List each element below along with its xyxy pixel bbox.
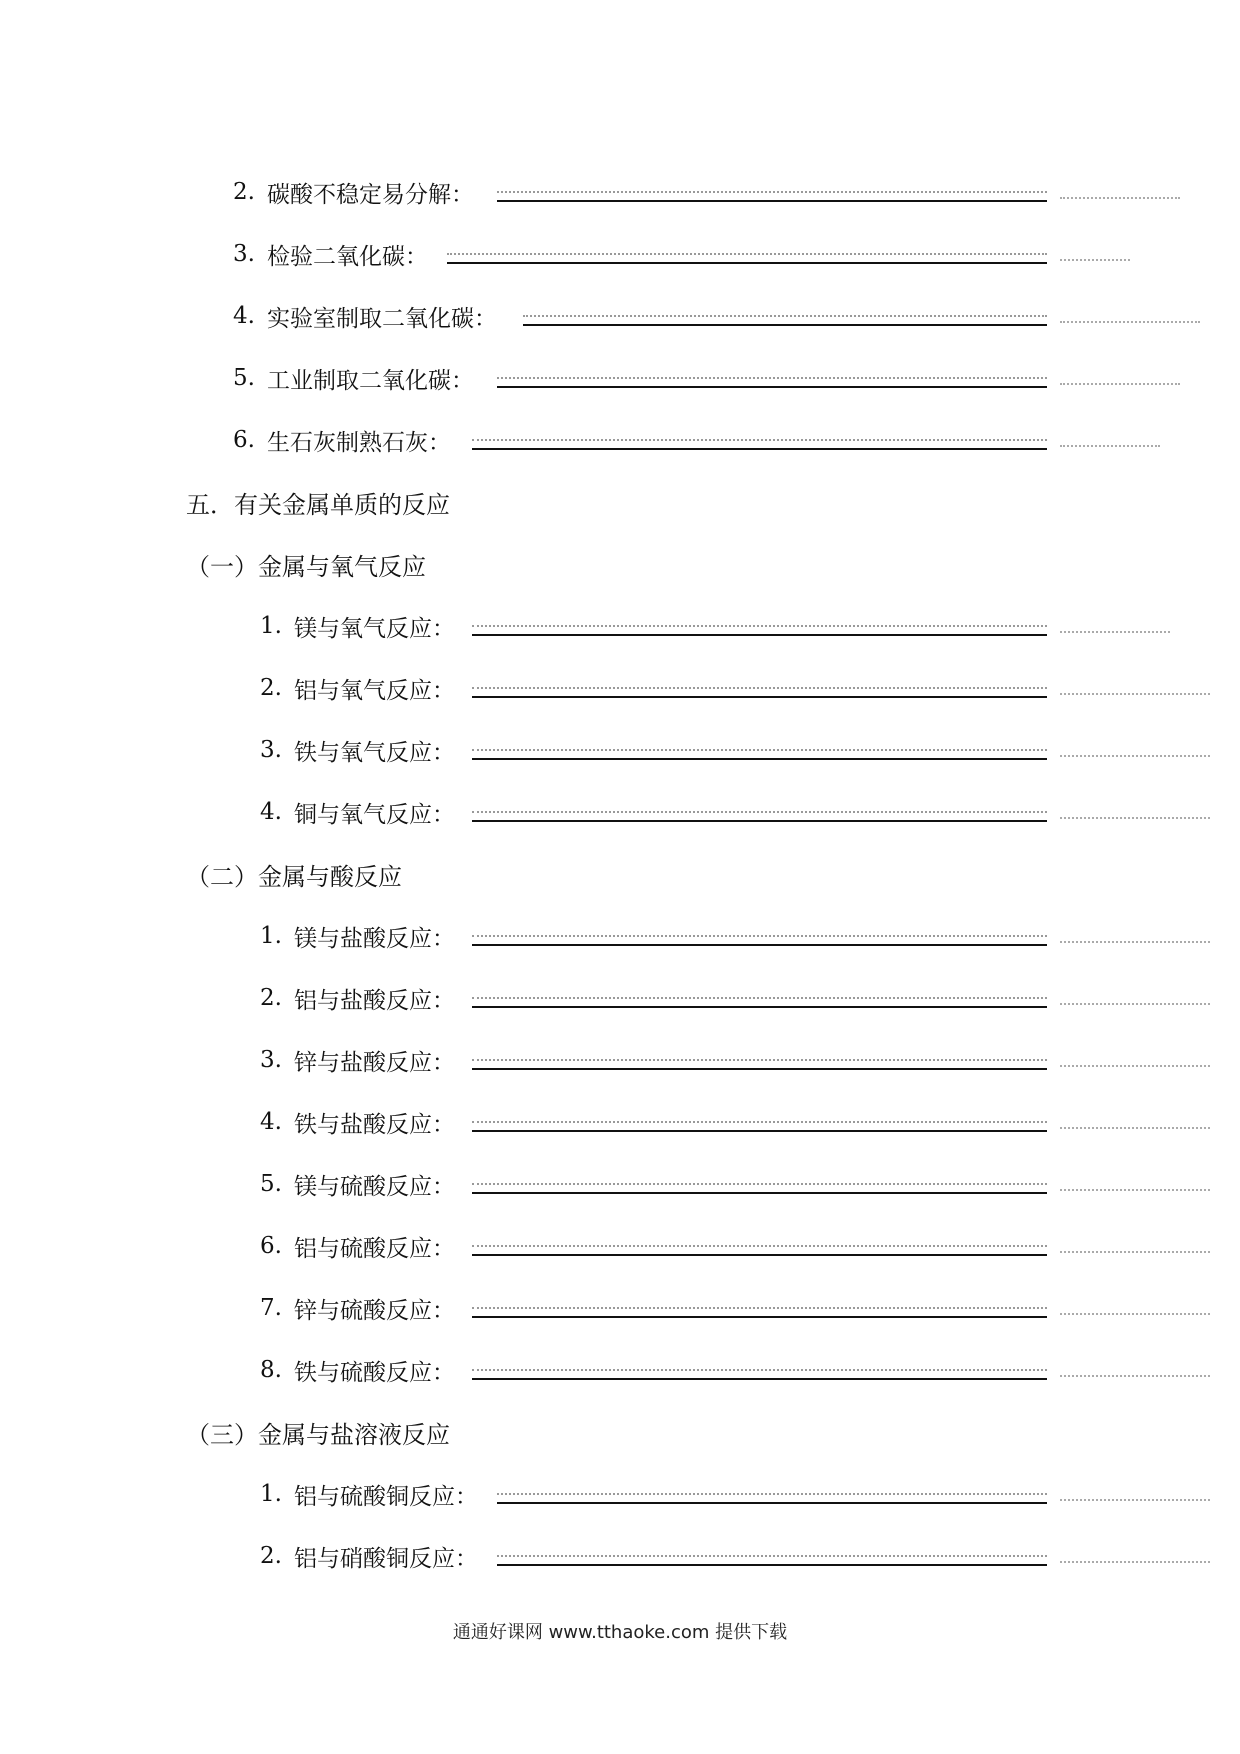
question-text: 铁与氧气反应： <box>293 739 455 766</box>
question-number: 6. <box>233 427 255 453</box>
question-line <box>260 978 455 1018</box>
question-line <box>260 792 455 832</box>
answer-blank[interactable] <box>497 1502 1047 1504</box>
question-text: 铁与硫酸反应： <box>293 1359 455 1386</box>
dotted-guide <box>1060 1499 1210 1501</box>
answer-blank[interactable] <box>472 1254 1047 1256</box>
dotted-guide <box>1060 1065 1210 1067</box>
question-line <box>233 172 474 212</box>
question-text: 实验室制取二氧化碳： <box>266 305 497 332</box>
dotted-guide <box>1060 1251 1210 1253</box>
question-line <box>260 916 455 956</box>
question-number: 8. <box>260 1357 282 1383</box>
section-title: 五．有关金属单质的反应 <box>186 490 450 519</box>
answer-blank[interactable] <box>472 1068 1047 1070</box>
question-number: 5. <box>233 365 255 391</box>
answer-blank[interactable] <box>447 262 1047 264</box>
question-text: 生石灰制熟石灰： <box>266 429 451 456</box>
answer-blank[interactable] <box>472 944 1047 946</box>
question-line <box>233 234 428 274</box>
answer-blank[interactable] <box>472 1130 1047 1132</box>
question-number: 5. <box>260 1171 282 1197</box>
question-text: 锌与硫酸反应： <box>293 1297 455 1324</box>
question-line <box>260 1164 455 1204</box>
answer-blank[interactable] <box>497 200 1047 202</box>
question-text: 铝与硫酸反应： <box>293 1235 455 1262</box>
question-number: 2. <box>260 985 282 1011</box>
dotted-guide <box>1060 1561 1210 1563</box>
dotted-guide <box>1060 445 1160 447</box>
dotted-guide <box>1060 1313 1210 1315</box>
question-text: 铝与硫酸铜反应： <box>293 1483 478 1510</box>
question-line <box>233 420 451 460</box>
question-number: 2. <box>260 675 282 701</box>
question-text: 铁与盐酸反应： <box>293 1111 455 1138</box>
question-line <box>260 1474 478 1514</box>
question-text: 铝与硝酸铜反应： <box>293 1545 478 1572</box>
question-line <box>260 1536 478 1576</box>
dotted-guide <box>1060 1003 1210 1005</box>
question-number: 1. <box>260 1481 282 1507</box>
answer-blank[interactable] <box>472 1316 1047 1318</box>
question-number: 7. <box>260 1295 282 1321</box>
answer-blank[interactable] <box>472 696 1047 698</box>
question-text: 碳酸不稳定易分解： <box>266 181 474 208</box>
question-text: 工业制取二氧化碳： <box>266 367 474 394</box>
question-text: 铜与氧气反应： <box>293 801 455 828</box>
question-text: 锌与盐酸反应： <box>293 1049 455 1076</box>
question-number: 3. <box>260 737 282 763</box>
answer-blank[interactable] <box>472 634 1047 636</box>
answer-blank[interactable] <box>472 448 1047 450</box>
question-line <box>260 1040 455 1080</box>
subsection-title: （三）金属与盐溶液反应 <box>186 1420 450 1449</box>
question-number: 1. <box>260 923 282 949</box>
dotted-guide <box>1060 941 1210 943</box>
question-text: 铝与盐酸反应： <box>293 987 455 1014</box>
answer-blank[interactable] <box>472 1192 1047 1194</box>
footer-credit: 通通好课网 www.tthaoke.com 提供下载 <box>452 1622 788 1643</box>
subsection-heading <box>186 854 402 894</box>
dotted-guide <box>1060 383 1180 385</box>
dotted-guide <box>1060 817 1210 819</box>
answer-blank[interactable] <box>472 1006 1047 1008</box>
question-line <box>260 668 455 708</box>
subsection-title: （二）金属与酸反应 <box>186 862 402 891</box>
dotted-guide <box>1060 259 1130 261</box>
question-number: 4. <box>260 799 282 825</box>
dotted-guide <box>1060 321 1200 323</box>
question-line <box>233 296 497 336</box>
question-line <box>260 1288 455 1328</box>
dotted-guide <box>1060 197 1180 199</box>
question-line <box>260 1102 455 1142</box>
dotted-guide <box>1060 1189 1210 1191</box>
question-line <box>260 1350 455 1390</box>
question-line <box>260 1226 455 1266</box>
question-number: 3. <box>233 241 255 267</box>
question-text: 镁与盐酸反应： <box>293 925 455 952</box>
question-number: 4. <box>233 303 255 329</box>
question-text: 镁与氧气反应： <box>293 615 455 642</box>
question-number: 2. <box>233 179 255 205</box>
section-heading <box>186 482 450 522</box>
question-line <box>233 358 474 398</box>
question-text: 检验二氧化碳： <box>266 243 428 270</box>
answer-blank[interactable] <box>523 324 1047 326</box>
question-number: 4. <box>260 1109 282 1135</box>
dotted-guide <box>1060 755 1210 757</box>
question-number: 3. <box>260 1047 282 1073</box>
question-line <box>260 606 455 646</box>
subsection-heading <box>186 1412 450 1452</box>
subsection-heading <box>186 544 426 584</box>
answer-blank[interactable] <box>497 1564 1047 1566</box>
answer-blank[interactable] <box>472 758 1047 760</box>
dotted-guide <box>1060 631 1170 633</box>
question-text: 铝与氧气反应： <box>293 677 455 704</box>
answer-blank[interactable] <box>497 386 1047 388</box>
question-number: 6. <box>260 1233 282 1259</box>
dotted-guide <box>1060 693 1210 695</box>
answer-blank[interactable] <box>472 1378 1047 1380</box>
question-number: 1. <box>260 613 282 639</box>
question-number: 2. <box>260 1543 282 1569</box>
answer-blank[interactable] <box>472 820 1047 822</box>
question-line <box>260 730 455 770</box>
subsection-title: （一）金属与氧气反应 <box>186 552 426 581</box>
question-text: 镁与硫酸反应： <box>293 1173 455 1200</box>
dotted-guide <box>1060 1375 1210 1377</box>
dotted-guide <box>1060 1127 1210 1129</box>
